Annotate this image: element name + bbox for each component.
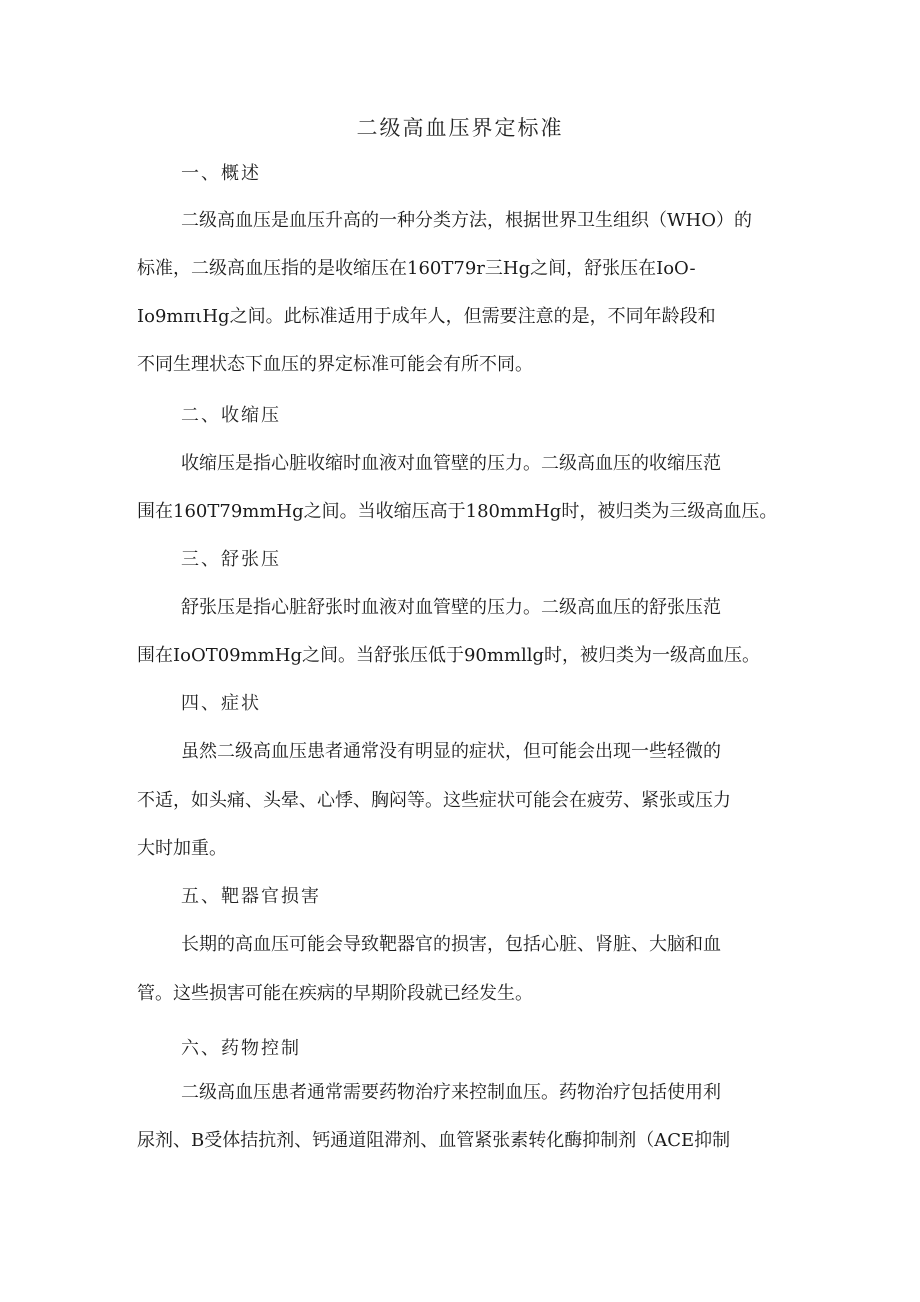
section-heading-symptoms: 四、症状 — [181, 693, 261, 714]
paragraph-line: 大时加重。 — [137, 838, 227, 859]
paragraph-line: 不同生理状态下血压的界定标准可能会有所不同。 — [137, 354, 533, 375]
section-heading-target-organ-damage: 五、靶器官损害 — [181, 886, 321, 907]
paragraph-line: Io9mπιHg之间。此标准适用于成年人，但需要注意的是，不同年龄段和 — [137, 306, 716, 327]
paragraph-line: 舒张压是指心脏舒张时血液对血管壁的压力。二级高血压的舒张压范 — [181, 597, 721, 618]
section-heading-systolic: 二、收缩压 — [181, 405, 281, 426]
paragraph-line: 二级高血压是血压升高的一种分类方法，根据世界卫生组织（WHO）的 — [181, 210, 752, 231]
paragraph-line: 二级高血压患者通常需要药物治疗来控制血压。药物治疗包括使用利 — [181, 1082, 721, 1103]
paragraph-line: 不适，如头痛、头晕、心悸、胸闷等。这些症状可能会在疲劳、紧张或压力 — [137, 790, 731, 811]
document-title: 二级高血压界定标准 — [356, 116, 564, 140]
paragraph-line: 围在IoOT09mmHg之间。当舒张压低于90mmllg时，被归类为一级高血压。 — [137, 645, 761, 666]
paragraph-line: 收缩压是指心脏收缩时血液对血管壁的压力。二级高血压的收缩压范 — [181, 453, 721, 474]
paragraph-line: 虽然二级高血压患者通常没有明显的症状，但可能会出现一些轻微的 — [181, 741, 721, 762]
section-heading-diastolic: 三、舒张压 — [181, 549, 281, 570]
paragraph-line: 长期的高血压可能会导致靶器官的损害，包括心脏、肾脏、大脑和血 — [181, 934, 721, 955]
paragraph-line: 尿剂、B受体拮抗剂、钙通道阻滞剂、血管紧张素转化酶抑制剂（ACE抑制 — [137, 1130, 731, 1151]
paragraph-line: 围在160T79mmHg之间。当收缩压高于180mmHg时，被归类为三级高血压。 — [137, 501, 778, 522]
paragraph-line: 管。这些损害可能在疾病的早期阶段就已经发生。 — [137, 983, 533, 1004]
paragraph-line: 标准，二级高血压指的是收缩压在160T79r三Hg之间，舒张压在IoO- — [137, 258, 696, 279]
section-heading-medication: 六、药物控制 — [181, 1038, 301, 1059]
section-heading-overview: 一、概述 — [181, 163, 261, 184]
